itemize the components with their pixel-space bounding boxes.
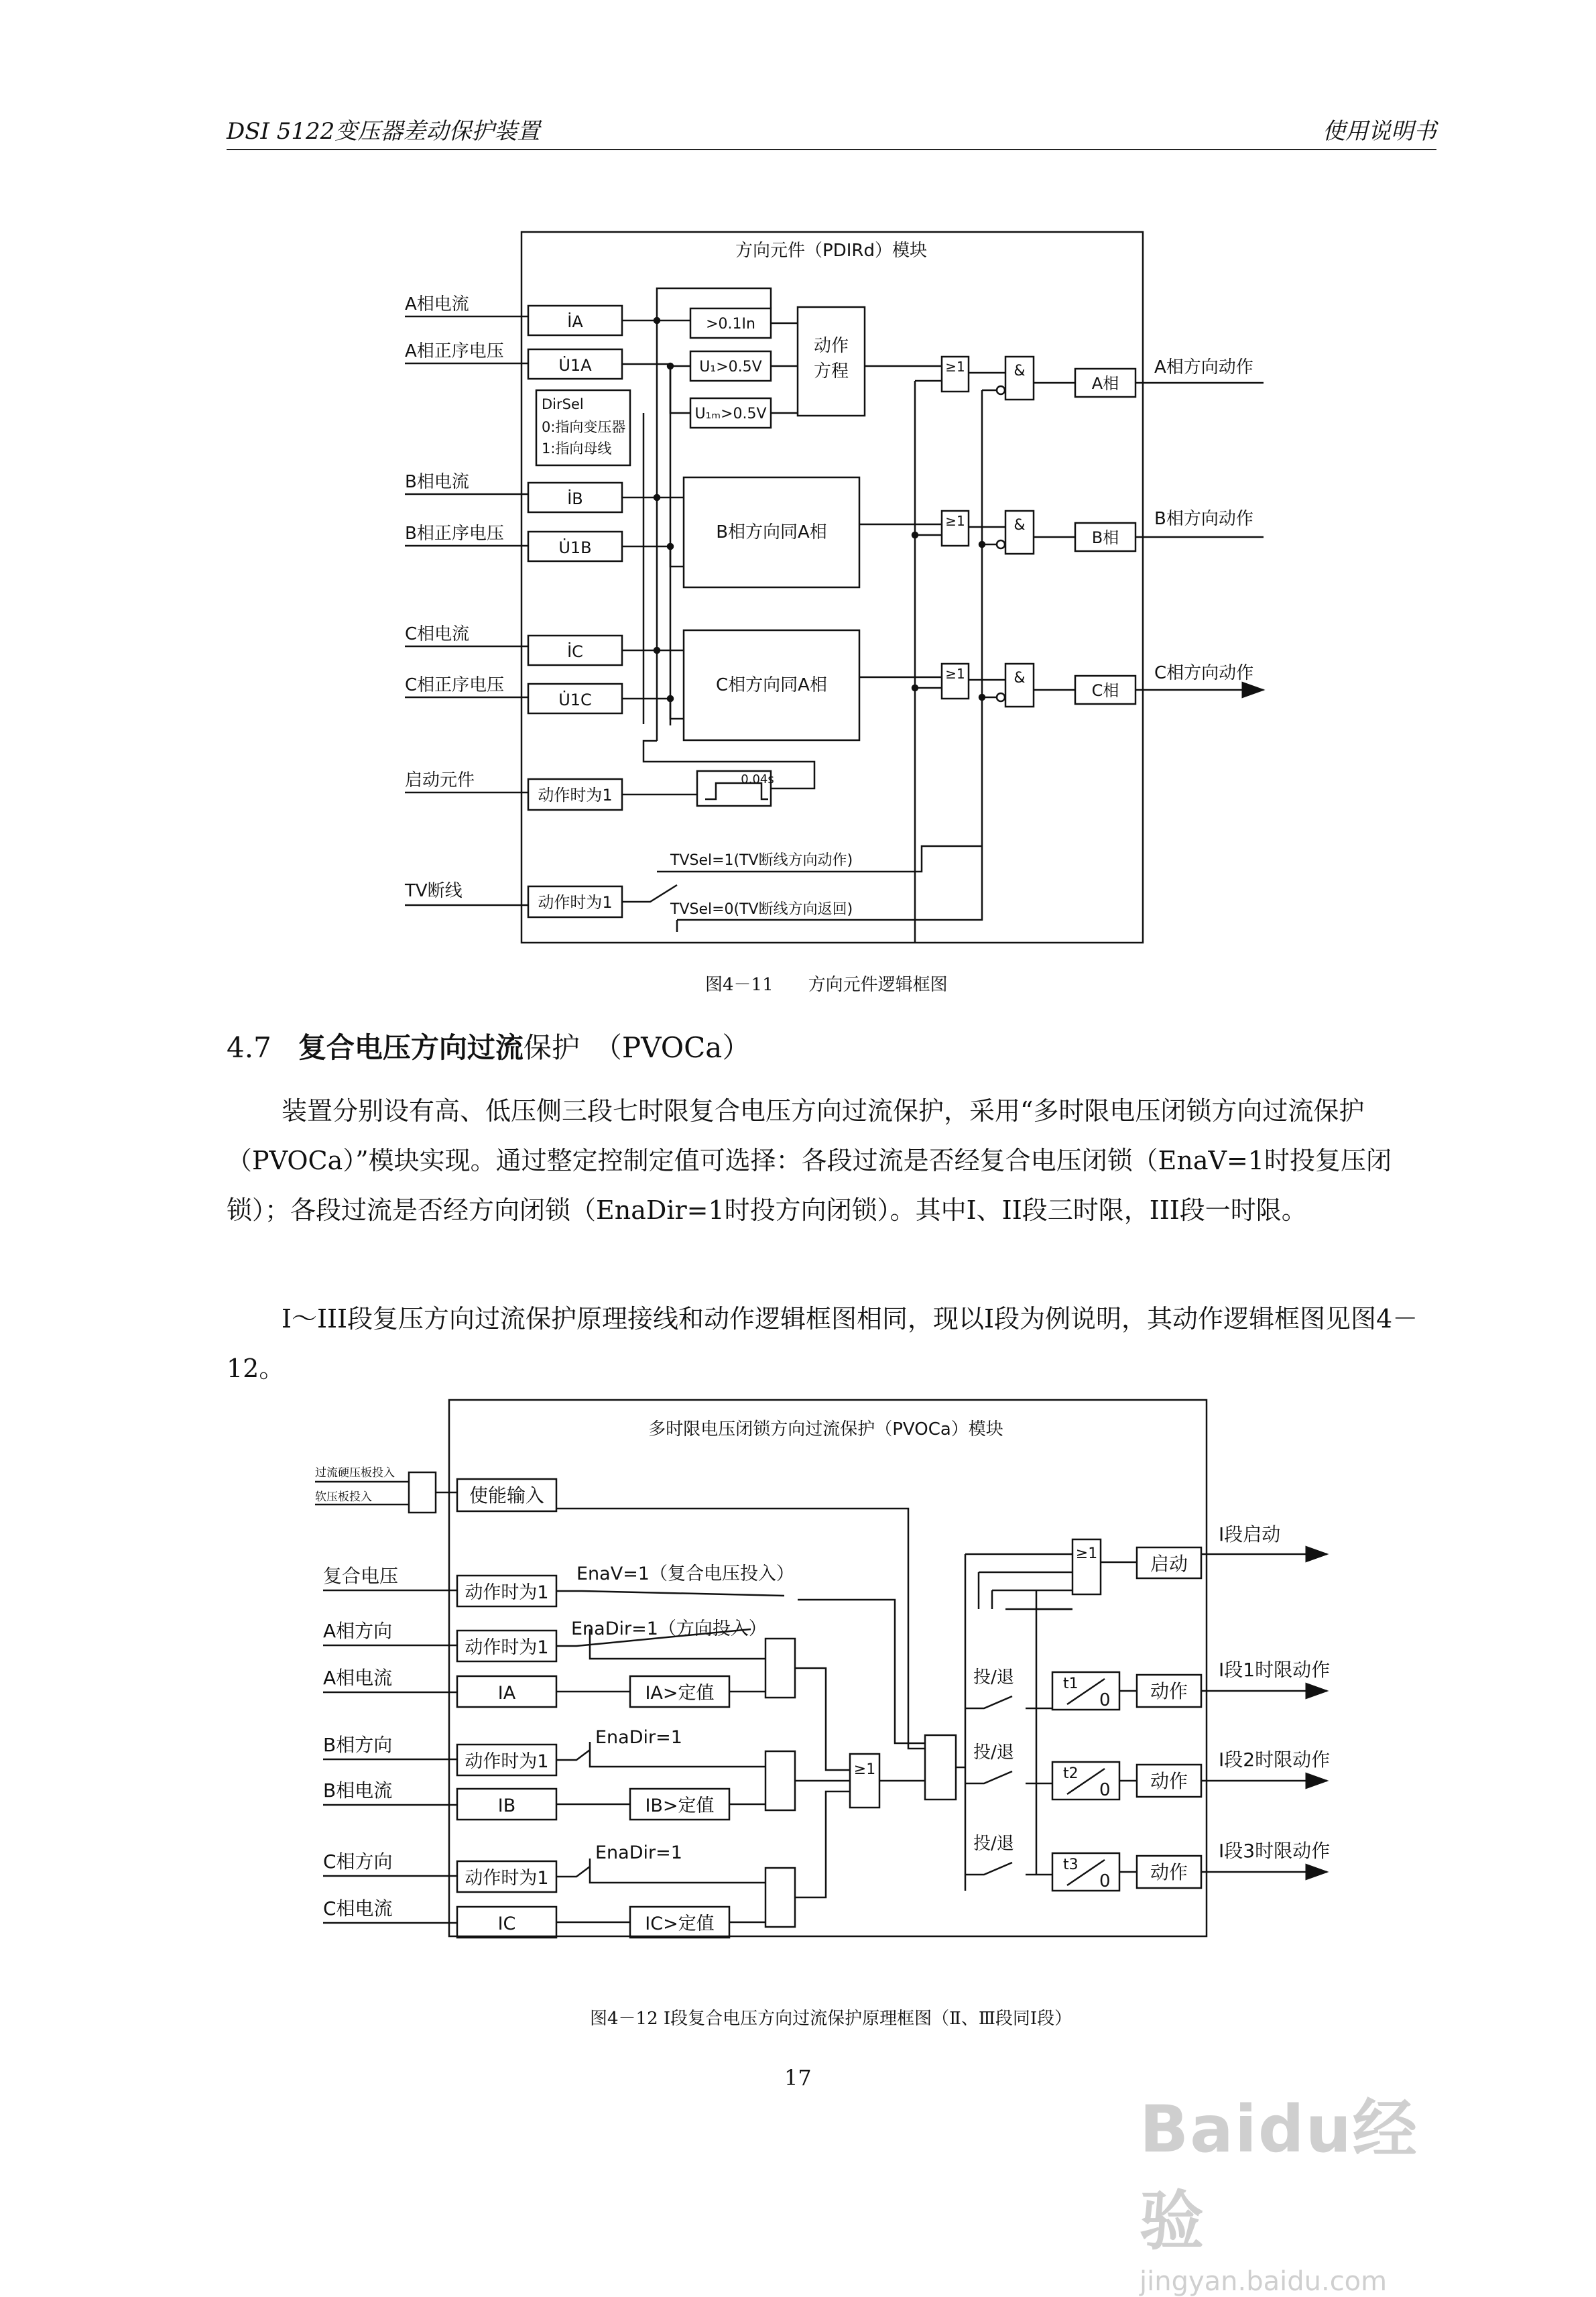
fig1-and-a: & [1014, 363, 1026, 379]
fig2-act-b: 动作时为1 [465, 1751, 549, 1772]
fig1-u1c: U̇1C [558, 691, 592, 709]
fig2-caption: 图4－12 Ⅰ段复合电压方向过流保护原理框图（Ⅱ、Ⅲ段同Ⅰ段） [590, 2009, 1072, 2029]
fig1-title: 方向元件（PDIRd）模块 [735, 241, 927, 261]
fig1-ib: İB [567, 489, 583, 508]
fig2-action-3: 动作 [1150, 1861, 1188, 1883]
fig2-enable: 使能输入 [469, 1484, 545, 1507]
fig1-input-ib: B相电流 [405, 472, 469, 492]
fig2-timer-3 [965, 1834, 1330, 1891]
fig2-enav: EnaV=1（复合电压投入） [576, 1564, 794, 1584]
header-title: DSI 5122变压器差动保护装置 [227, 118, 540, 145]
fig2-ic: IC [497, 1913, 516, 1934]
fig2-out-start: Ⅰ段启动 [1219, 1523, 1281, 1545]
fig1-input-ia: A相电流 [405, 294, 469, 314]
fig1-output-b: B相方向动作 [1154, 509, 1253, 529]
fig2-act-a: 动作时为1 [465, 1637, 549, 1658]
fig2-toggle-2: 投/退 [973, 1743, 1014, 1763]
fig1-eq-1: 动作 [813, 336, 849, 356]
section-number: 4.7 [227, 1031, 271, 1064]
fig2-out-2: Ⅰ段2时限动作 [1219, 1749, 1331, 1771]
fig1-or-c: ≥1 [945, 666, 965, 682]
fig2-or-start: ≥1 [1075, 1545, 1098, 1562]
watermark [1140, 2078, 1421, 2297]
fig1-ia: İA [567, 312, 583, 331]
fig2-ia: IA [497, 1683, 516, 1704]
fig2-toggle-3: 投/退 [973, 1834, 1014, 1854]
fig2-cmp-c: IC>定值 [645, 1913, 715, 1934]
fig2-input-ib: B相电流 [323, 1779, 393, 1802]
paragraph-1: 装置分别设有高、低压侧三段七时限复合电压方向过流保护，采用“多时限电压闭锁方向过流保护（PVOCa）”模块实现。通过整定控制定值可选择：各段过流是否经复合电压闭锁（EnaV=1时投复压闭锁）；各段过流是否经方向闭锁（EnaDir=1时投方向闭锁）。其中I、II段三时限，III段一时限。 [227, 1096, 1392, 1225]
fig1-act-start: 动作时为1 [538, 786, 613, 805]
fig2-timer-1 [965, 1659, 1330, 1710]
fig2-action-1: 动作 [1150, 1680, 1188, 1702]
fig2-zero-1: 0 [1099, 1690, 1111, 1710]
fig2-t1: t1 [1063, 1675, 1079, 1692]
fig1-input-ic: C相电流 [405, 624, 470, 644]
fig2-enadir-c: EnaDir=1 [595, 1842, 682, 1863]
page-number: 17 [784, 2065, 812, 2090]
fig1-ic: İC [567, 642, 583, 661]
fig2-ib: IB [497, 1795, 516, 1816]
fig1-and-b: & [1014, 517, 1026, 534]
fig1-cmp-u1: U₁>0.5V [699, 359, 762, 375]
fig2-enadir-a: EnaDir=1（方向投入） [571, 1618, 767, 1639]
figure-4-11 [404, 232, 1264, 943]
fig1-and-c: & [1014, 670, 1026, 687]
fig2-act-c: 动作时为1 [465, 1868, 549, 1889]
fig1-pulse: 0.04s [741, 772, 774, 786]
fig1-eq-2: 方程 [813, 361, 849, 381]
fig1-out-c: C相 [1091, 681, 1119, 700]
fig2-out-1: Ⅰ段1时限动作 [1219, 1659, 1331, 1681]
section-title-bold: 复合电压方向过流 [298, 1031, 524, 1064]
watermark-url: jingyan.baidu.com [1140, 2266, 1388, 2297]
fig1-cmp-current: >0.1In [706, 316, 755, 333]
fig2-input-cdir: C相方向 [323, 1850, 393, 1873]
fig2-input-bdir: B相方向 [323, 1734, 393, 1756]
fig1-b-block: B相方向同A相 [716, 522, 827, 542]
fig1-cmp-u1m: U₁ₘ>0.5V [694, 406, 767, 422]
fig1-act-tv: 动作时为1 [538, 893, 613, 912]
fig1-caption: 图4－11 方向元件逻辑框图 [705, 975, 948, 995]
fig1-out-b: B相 [1091, 528, 1119, 547]
fig2-input-ia: A相电流 [323, 1667, 393, 1689]
fig2-or: ≥1 [853, 1761, 876, 1778]
fig1-u1b: U̇1B [558, 538, 592, 557]
fig2-t2: t2 [1063, 1765, 1079, 1782]
paragraph-2: Ⅰ～III段复压方向过流保护原理接线和动作逻辑框图相同，现以Ⅰ段为例说明，其动作逻辑框图见图4－12。 [227, 1304, 1418, 1383]
fig2-cmp-b: IB>定值 [645, 1795, 715, 1816]
fig2-timer-2 [965, 1743, 1330, 1800]
fig1-out-a: A相 [1091, 374, 1119, 393]
fig2-act-v: 动作时为1 [465, 1582, 549, 1603]
fig1-tvsel1: TVSel=1(TV断线方向动作) [670, 852, 853, 869]
fig2-out-3: Ⅰ段3时限动作 [1219, 1840, 1331, 1862]
fig2-hw: 过流硬压板投入 [315, 1466, 395, 1480]
fig1-dirsel-0: 0:指向变压器 [542, 419, 626, 435]
fig2-toggle-1: 投/退 [973, 1667, 1014, 1688]
fig2-zero-3: 0 [1099, 1871, 1111, 1891]
fig1-dirsel: DirSel [542, 396, 584, 412]
fig1-u1a: U̇1A [558, 356, 592, 375]
fig2-start: 启动 [1150, 1553, 1188, 1575]
figure-4-12 [315, 1400, 1330, 1938]
fig2-input-adir: A相方向 [323, 1620, 393, 1642]
fig2-title: 多时限电压闭锁方向过流保护（PVOCa）模块 [648, 1419, 1003, 1439]
fig2-t3: t3 [1063, 1857, 1079, 1873]
fig1-output-a: A相方向动作 [1154, 357, 1253, 377]
section-title-rest: 保护 （PVOCa） [523, 1031, 751, 1064]
fig2-cmp-a: IA>定值 [645, 1683, 715, 1704]
watermark-brand: Baidu经验 [1140, 2092, 1418, 2259]
fig1-input-start: 启动元件 [405, 770, 475, 790]
fig1-input-ua: A相正序电压 [405, 341, 504, 361]
fig1-or-a: ≥1 [945, 359, 965, 375]
fig1-c-block: C相方向同A相 [716, 675, 827, 695]
fig1-tvsel0: TVSel=0(TV断线方向返回) [670, 901, 853, 918]
fig1-output-c: C相方向动作 [1154, 663, 1254, 683]
fig2-action-2: 动作 [1150, 1770, 1188, 1792]
fig1-input-uc: C相正序电压 [405, 675, 505, 695]
fig2-zero-2: 0 [1099, 1780, 1111, 1800]
header-manual: 使用说明书 [1323, 118, 1436, 145]
fig1-input-ub: B相正序电压 [405, 524, 504, 544]
fig2-input-ic: C相电流 [323, 1897, 393, 1920]
fig1-dirsel-1: 1:指向母线 [542, 440, 612, 457]
fig2-enadir-b: EnaDir=1 [595, 1727, 682, 1748]
fig1-input-tv: TV断线 [405, 881, 463, 901]
fig1-or-b: ≥1 [945, 513, 965, 529]
section-heading [227, 1026, 750, 1066]
fig2-sw: 软压板投入 [315, 1490, 372, 1504]
fig2-input-v: 复合电压 [323, 1565, 399, 1587]
